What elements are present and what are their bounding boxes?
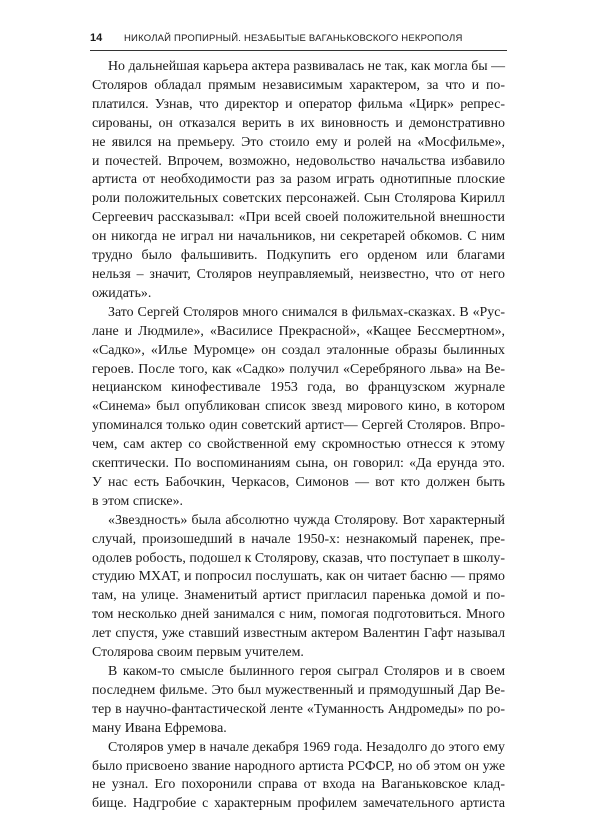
text-line: не явился на премьеру. Это стоило ему и ролей на «Мосфильме», [92,134,505,150]
text-line: случай, произошедший в начале 1950-х: незнакомый паренек, пре- [92,531,505,547]
page-header [90,32,507,48]
text-line: В каком-то смысле былинного героя сыграл Столяров и в своем [108,664,505,679]
text-line: ману Ивана Ефремова. [92,720,227,736]
text-line: там, на улице. Знаменитый артист пригласил паренька домой и по- [92,588,505,604]
paragraph [92,512,505,663]
text-line: лане и Людмиле», «Василисе Прекрасной», «Кащее Бессмертном», [92,323,505,339]
text-line: бище. Надгробие с характерным профилем замечательного артиста [92,796,505,812]
text-line: ожидать». [92,285,152,301]
text-line: студию МХАТ, и попросил послушать, как он читает басню — прямо [92,569,505,585]
text-line: Столяров обладал прямым независимым характером, за что и по- [92,77,505,93]
text-line: «Садко», «Илье Муромце» он создал эталонные образы былинных [92,342,505,358]
running-title: НИКОЛАЙ ПРОПИРНЫЙ. НЕЗАБЫТЫЕ ВАГАНЬКОВСКОГО НЕКРОПОЛЯ [124,33,463,44]
header-rule [90,50,507,51]
text-line: том несколько дней занимался с ним, помогая подготовиться. Много [92,607,505,623]
text-line: упоминался только один советский артист— Сергей Столяров. Впро- [92,418,505,434]
text-line: одолев робость, подошел к Столярову, сказав, что поступает в школу- [92,550,505,566]
text-line: героев. После того, как «Садко» получил «Серебряного льва» на Ве- [92,361,505,377]
text-line: «Звездность» была абсолютно чужда Столярову. Вот характерный [108,512,505,528]
paragraph [92,663,505,739]
text-line: скептически. По воспоминаниям сына, он говорил: «Да ерунда это. [92,456,505,472]
text-line: У нас есть Бабочкин, Черкасов, Симонов — вот кто должен быть [92,474,505,490]
text-line: лет спустя, уже ставший известным актером Валентин Гафт называл [92,626,505,642]
text-line: Зато Сергей Столяров много снимался в фильмах-сказках. В «Рус- [108,304,505,320]
text-line: Сергеевич рассказывал: «При всей своей положительной внешности [92,210,505,226]
text-line: Столярова своим первым учителем. [92,645,304,661]
text-line: Столяров умер в начале декабря 1969 года. Незадолго до этого ему [108,739,505,755]
text-line: чем, сам актер со свойственной ему скромностью отнесся к этому [92,437,505,453]
text-line: было присвоено звание народного артиста РСФСР, но об этом он уже [92,758,505,774]
page-number: 14 [90,32,103,44]
text-line: он никогда не играл ни начальников, ни секретарей обкомов. С ним [92,229,505,245]
text-line: в этом списке». [92,493,184,509]
text-line: тер в научно-фантастической ленте «Туманность Андромеды» по ро- [92,701,505,717]
text-line: последнем фильме. Это был мужественный и прямодушный Дар Ве- [92,682,505,698]
text-line: Но дальнейшая карьера актера развивалась не так, как могла бы — [108,59,505,74]
body-text [92,58,505,814]
text-line: артиста от необходимости раз за разом играть однотипные плоские [92,172,505,188]
text-line: трудно было фальшивить. Подкупить его орденом или благами [92,248,505,264]
text-line: платился. Узнав, что директор и оператор фильма «Цирк» репрес- [92,96,505,112]
text-line: сированы, он отказался верить в их виновность и демонстративно [92,115,505,131]
text-line: нельзя – значит, Столяров неуправляемый, неизвестно, что от него [92,266,505,282]
paragraph [92,58,505,304]
text-line: роли положительных советских персонажей. Сын Столярова Кирилл [92,191,505,207]
text-line: «Синема» был опубликован список звезд мирового кино, в котором [92,399,505,415]
text-line: и почестей. Впрочем, возможно, недовольство начальства избавило [92,153,505,169]
text-line: не узнал. Его похоронили справа от входа на Ваганьковское клад- [92,777,505,793]
paragraph [92,304,505,512]
text-line: нецианском кинофестивале 1953 года, во французском журнале [92,380,505,396]
